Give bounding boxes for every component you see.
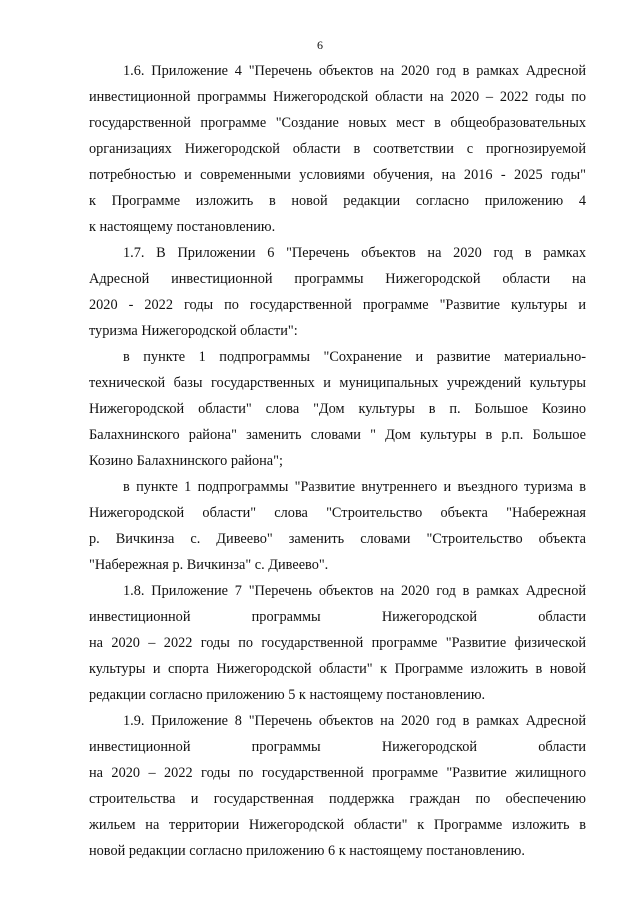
- text-line: Козино Балахнинского района";: [89, 453, 283, 469]
- paragraph-1-6: [89, 58, 586, 240]
- text-line: 2020 - 2022 годы по государственной программе "Развитие культуры и: [89, 297, 586, 313]
- text-line: Нижегородской области" слова "Строительство объекта "Набережная: [89, 505, 586, 521]
- text-line: технической базы государственных и муниципальных учреждений культуры: [89, 375, 586, 391]
- text-line: к настоящему постановлению.: [89, 219, 276, 235]
- text-line: государственной программе "Создание новых мест в общеобразовательных: [89, 115, 586, 131]
- text-line: Балахнинского района" заменить словами " Дом культуры в р.п. Большое: [89, 427, 586, 443]
- paragraph-1-7: [89, 240, 586, 344]
- text-line: потребностью и современными условиями обучения, на 2016 - 2025 годы": [89, 167, 586, 183]
- text-line: культуры и спорта Нижегородской области" к Программе изложить в новой: [89, 661, 586, 677]
- text-line: 1.8. Приложение 7 "Перечень объектов на 2020 год в рамках Адресной: [123, 583, 586, 599]
- text-line: новой редакции согласно приложению 6 к настоящему постановлению.: [89, 843, 525, 859]
- text-line: на 2020 – 2022 годы по государственной программе "Развитие жилищного: [89, 765, 586, 781]
- text-line: Нижегородской области" слова "Дом культуры в п. Большое Козино: [89, 401, 586, 417]
- page-number: 6: [317, 38, 323, 52]
- text-line: к Программе изложить в новой редакции согласно приложению 4: [89, 193, 586, 209]
- paragraph-1-8: [89, 578, 586, 708]
- text-line: на 2020 – 2022 годы по государственной программе "Развитие физической: [89, 635, 586, 651]
- text-line: строительства и государственная поддержка граждан по обеспечению: [89, 791, 586, 807]
- text-line: жильем на территории Нижегородской области" к Программе изложить в: [89, 817, 586, 833]
- text-line: 1.7. В Приложении 6 "Перечень объектов на 2020 год в рамках: [123, 245, 586, 261]
- paragraph-1-9: [89, 708, 586, 864]
- text-line: инвестиционной программы Нижегородской области: [89, 739, 586, 755]
- text-line: Адресной инвестиционной программы Нижегородской области на: [89, 271, 586, 287]
- text-line: в пункте 1 подпрограммы "Сохранение и развитие материально-: [123, 349, 586, 365]
- text-line: инвестиционной программы Нижегородской области: [89, 609, 586, 625]
- document-body: [89, 58, 586, 864]
- text-line: "Набережная р. Вичкинза" с. Дивеево".: [89, 557, 329, 573]
- text-line: в пункте 1 подпрограммы "Развитие внутреннего и въездного туризма в: [123, 479, 586, 495]
- text-line: редакции согласно приложению 5 к настоящему постановлению.: [89, 687, 486, 703]
- text-line: инвестиционной программы Нижегородской области на 2020 – 2022 годы по: [89, 89, 586, 105]
- text-line: организациях Нижегородской области в соответствии с прогнозируемой: [89, 141, 586, 157]
- text-line: 1.9. Приложение 8 "Перечень объектов на 2020 год в рамках Адресной: [123, 713, 586, 729]
- text-line: р. Вичкинза с. Дивеево" заменить словами "Строительство объекта: [89, 531, 586, 547]
- text-line: 1.6. Приложение 4 "Перечень объектов на 2020 год в рамках Адресной: [123, 63, 586, 79]
- paragraph-1-7-item-2: [89, 474, 586, 578]
- paragraph-1-7-item-1: [89, 344, 586, 474]
- text-line: туризма Нижегородской области":: [89, 323, 298, 339]
